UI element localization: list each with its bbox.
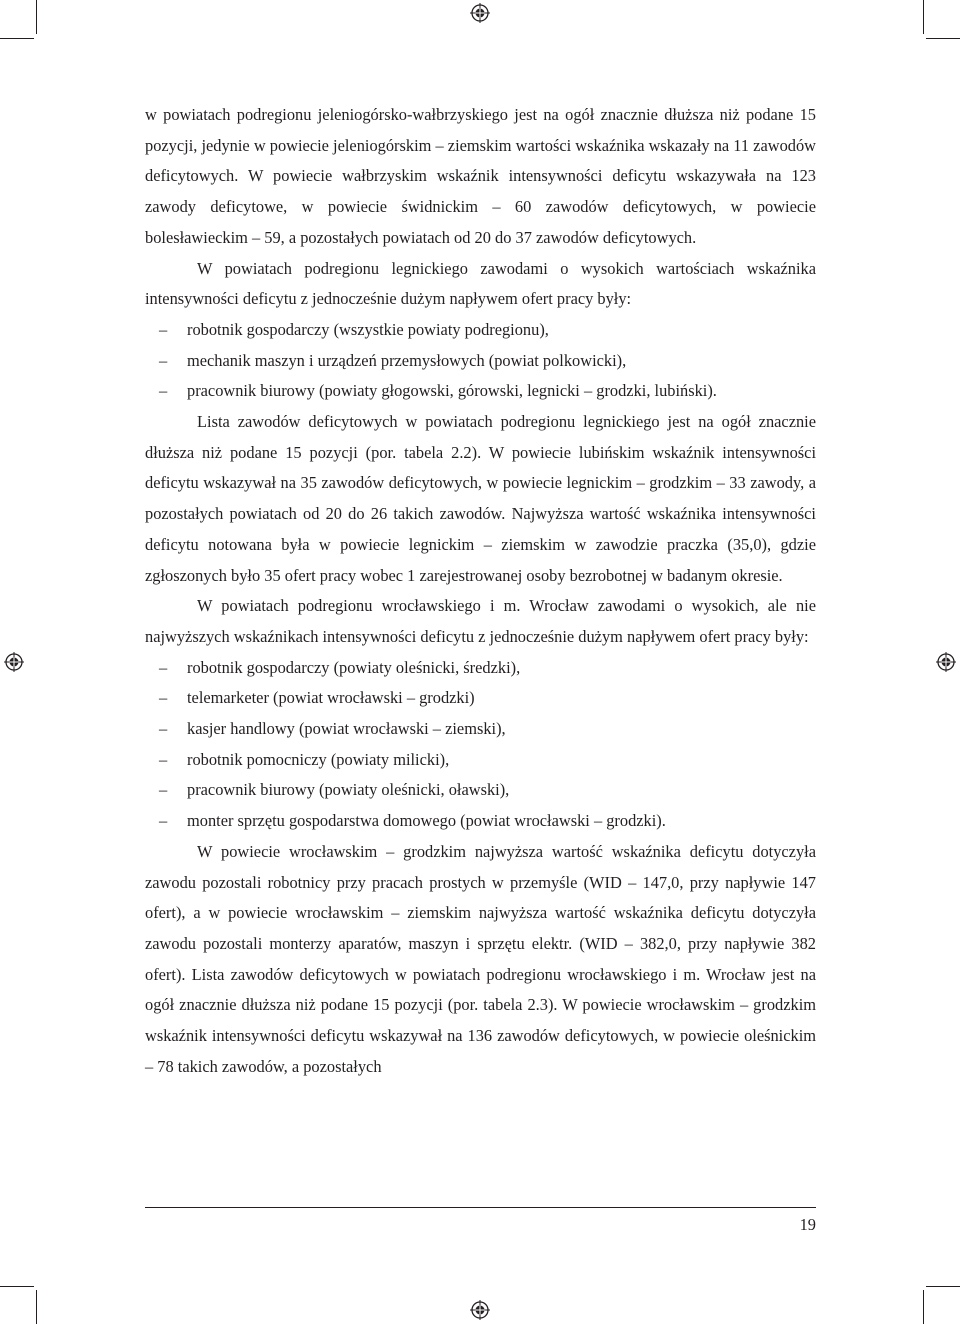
list-item: – robotnik pomocniczy (powiaty milicki), [145,745,816,776]
list-item: – robotnik gospodarczy (wszystkie powiaty podregionu), [145,315,816,346]
dash-bullet: – [159,749,168,769]
list-item: – pracownik biurowy (powiaty oleśnicki, oławski), [145,775,816,806]
crop-mark-bottom-left-h [0,1286,34,1287]
dash-bullet: – [159,381,168,401]
registration-mark-icon [936,652,956,672]
crop-mark-bottom-right [923,1290,924,1324]
list-item: – telemarketer (powiat wrocławski – grodzki) [145,683,816,714]
crop-mark-top-right [923,0,924,34]
crop-mark-top-left-h [0,38,34,39]
dash-bullet: – [159,780,168,800]
dash-bullet: – [159,688,168,708]
list-item: – mechanik maszyn i urządzeń przemysłowych (powiat polkowicki), [145,346,816,377]
body-text [145,100,816,1083]
paragraph: W powiatach podregionu wrocławskiego i m. Wrocław zawodami o wysokich, ale nie najwyższych wskaźnikach intensywności deficytu z jednocześnie dużym napływem ofert pracy były: [145,596,816,646]
dash-bullet: – [159,811,168,831]
list-item: – kasjer handlowy (powiat wrocławski – ziemski), [145,714,816,745]
dash-bullet: – [159,350,168,370]
footer-divider [145,1207,816,1208]
dash-bullet: – [159,657,168,677]
dash-bullet: – [159,319,168,339]
page-number: 19 [799,1215,816,1234]
registration-mark-icon [470,1300,490,1320]
paragraph: Lista zawodów deficytowych w powiatach podregionu legnickiego jest na ogół znacznie dłuższa niż podane 15 pozycji (por. tabela 2.2). W powiecie lubińskim wskaźnik intensywności deficytu wskazywał na 35 zawodów deficytowych, w powiecie legnickim – grodzkim – 33 zawody, a pozostałych powiatach od 20 do 26 takich zawodów. Najwyższa wartość wskaźnika intensywności deficytu notowana była w powiecie legnickim – ziemskim w zawodzie praczka (35,0), gdzie zgłoszonych było 35 ofert pracy wobec 1 zarejestrowanej osoby bezrobotnej w badanym okresie. [145,412,816,585]
list-item: – robotnik gospodarczy (powiaty oleśnicki, średzki), [145,653,816,684]
crop-mark-bottom-left [36,1290,37,1324]
registration-mark-icon [4,652,24,672]
bullet-list-legnica [145,315,816,407]
crop-mark-top-left [36,0,37,34]
paragraph: w powiatach podregionu jeleniogórsko-wałbrzyskiego jest na ogół znacznie dłuższa niż podane 15 pozycji, jedynie w powiecie jeleniogórskim – ziemskim wartości wskaźnika wskazały na 11 zawodów deficytowych. W powiecie wałbrzyskim wskaźnik intensywności deficytu wskazywała na 123 zawody deficytowe, w powiecie świdnickim – 60 zawodów deficytowych, w powiecie bolesławieckim – 59, a pozostałych powiatach od 20 do 37 zawodów deficytowych. [145,105,816,247]
list-item: – pracownik biurowy (powiaty głogowski, górowski, legnicki – grodzki, lubiński). [145,376,816,407]
bullet-list-wroclaw [145,653,816,837]
crop-mark-top-right-h [926,38,960,39]
paragraph: W powiatach podregionu legnickiego zawodami o wysokich wartościach wskaźnika intensywności deficytu z jednocześnie dużym napływem ofert pracy były: [145,258,816,309]
paragraph: W powiecie wrocławskim – grodzkim najwyższa wartość wskaźnika deficytu dotyczyła zawodu pozostali robotnicy przy pracach prostych w przemyśle (WID – 147,0, przy napływie 147 ofert), a w powiecie wrocławskim – ziemskim najwyższa wartość wskaźnika deficytu dotyczyła zawodu pozostali monterzy aparatów, maszyn i sprzętu elektr. (WID – 382,0, przy napływie 382 ofert). Lista zawodów deficytowych w powiatach podregionu wrocławskiego i m. Wrocław jest na ogół znacznie dłuższa niż podane 15 pozycji (por. tabela 2.3). W powiecie wrocławskim – grodzkim wskaźnik intensywności deficytu wskazywał na 136 zawodów deficytowych, w powiecie oleśnickim – 78 takich zawodów, a pozostałych [145,841,816,1076]
registration-mark-icon [470,3,490,23]
dash-bullet: – [159,719,168,739]
list-item: – monter sprzętu gospodarstwa domowego (powiat wrocławski – grodzki). [145,806,816,837]
crop-mark-bottom-right-h [926,1286,960,1287]
